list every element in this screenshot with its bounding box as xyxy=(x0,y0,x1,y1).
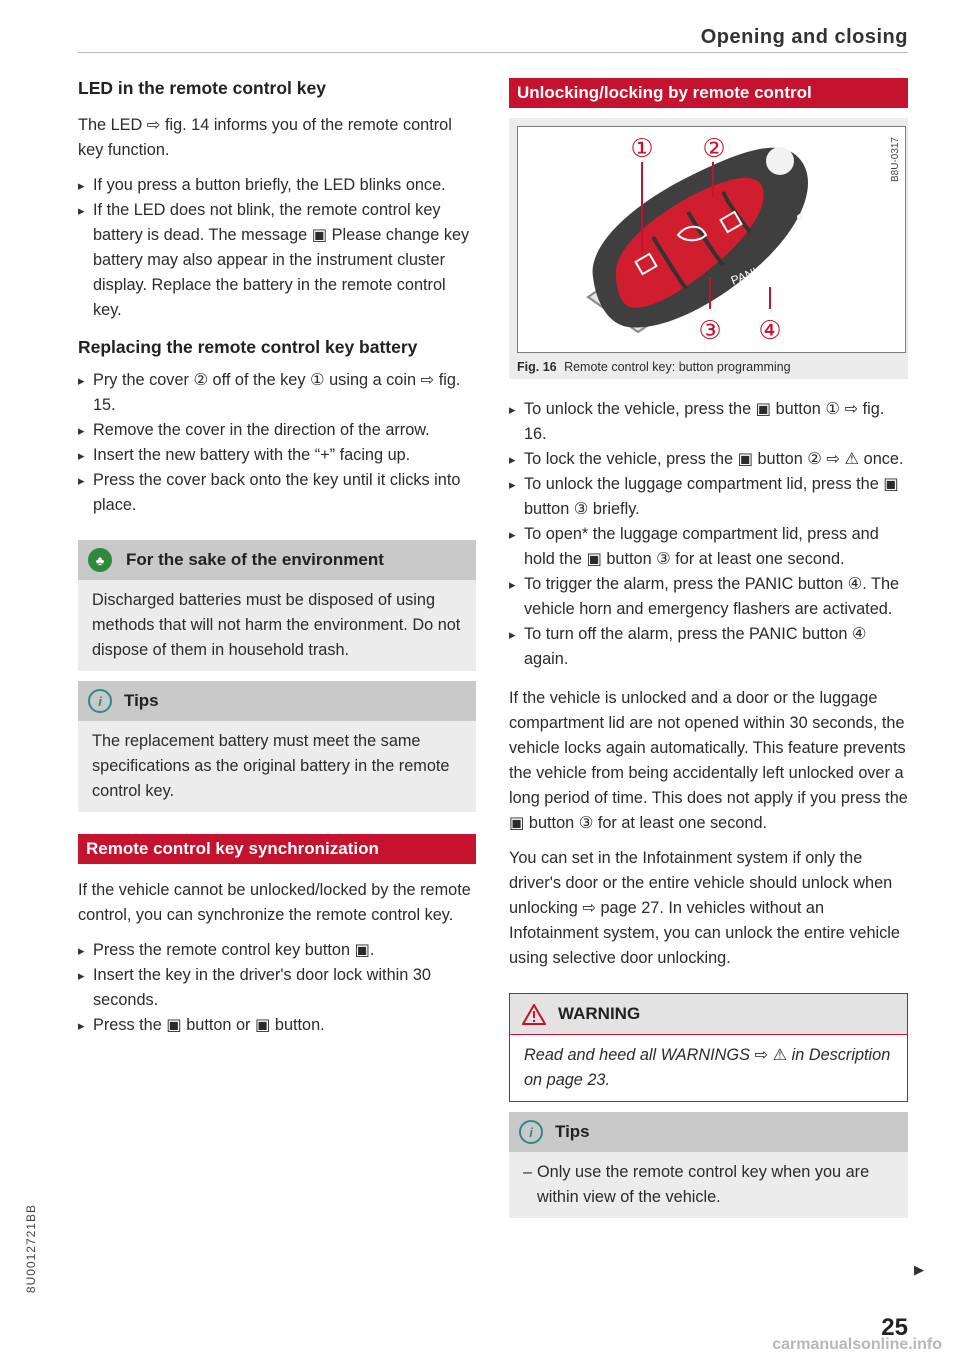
warning-body xyxy=(510,1035,907,1101)
environment-note-body xyxy=(78,580,476,671)
list-item: ▸ To unlock the vehicle, press the ▣ button ① ⇨ fig. 16. xyxy=(509,397,908,447)
warning-triangle-icon xyxy=(522,1004,546,1025)
callout-3: ③ xyxy=(698,316,722,346)
list-item: ▸ To open* the luggage compartment lid, press and hold the ▣ button ③ for at least one second. xyxy=(509,522,908,572)
auto-lock-paragraph: If the vehicle is unlocked and a door or the luggage compartment lid are not opened within 30 seconds, the vehicle locks again automatically. This feature prevents the vehicle from being accidentally left unlocked over a long period of time. This does not apply if you press the ▣ button ③ for at least one second. xyxy=(509,689,908,832)
header-rule xyxy=(78,52,908,53)
list-item: ▸ To trigger the alarm, press the PANIC button ④. The vehicle horn and emergency flashers are activated. xyxy=(509,572,908,622)
warning-header xyxy=(510,994,907,1035)
info-icon: i xyxy=(519,1120,543,1144)
panic-key-text: PANIC xyxy=(728,261,768,288)
tips-dash-item: – Only use the remote control key when you are within view of the vehicle. xyxy=(523,1163,870,1206)
list-item: ▸ If the LED does not blink, the remote control key battery is dead. The message ▣ Please change key battery may also appear in the instrument cluster display. Replace the battery in the remote control key. xyxy=(78,198,476,323)
list-item: ▸ Press the ▣ button or ▣ button. xyxy=(78,1013,476,1038)
figure-caption-label: Fig. 16 xyxy=(517,360,557,374)
figure-16 xyxy=(509,118,908,379)
replace-heading: Replacing the remote control key battery xyxy=(78,337,418,357)
tips-header xyxy=(509,1112,908,1152)
warning-text: Read and heed all WARNINGS ⇨ ⚠ in Description on page 23. xyxy=(524,1046,891,1089)
tips-item-text: Only use the remote control key when you are within view of the vehicle. xyxy=(537,1163,870,1206)
list-item: ▸ To unlock the luggage compartment lid, press the ▣ button ③ briefly. xyxy=(509,472,908,522)
tips-heading: Tips xyxy=(124,691,159,710)
tips-body xyxy=(509,1152,908,1218)
warning-box xyxy=(509,993,908,1102)
left-column xyxy=(78,72,476,1038)
tips-text: The replacement battery must meet the same specifications as the original battery in the remote control key. xyxy=(92,732,450,800)
sync-bullet-list xyxy=(78,938,476,1038)
environment-note xyxy=(78,540,476,671)
watermark: carmanualsonline.info xyxy=(772,1336,942,1353)
tips-note-left xyxy=(78,681,476,812)
led-intro: The LED ⇨ fig. 14 informs you of the remote control key function. xyxy=(78,116,452,159)
environment-note-header xyxy=(78,540,476,580)
sync-heading: Remote control key synchronization xyxy=(78,834,476,864)
environment-icon: ♣ xyxy=(88,548,112,572)
list-item: ▸ To lock the vehicle, press the ▣ button ② ⇨ ⚠ once. xyxy=(509,447,908,472)
page-header-title: Opening and closing xyxy=(700,26,908,48)
unlocking-heading: Unlocking/locking by remote control xyxy=(509,78,908,108)
figure-id: B8U-0317 xyxy=(890,137,901,183)
sync-intro: If the vehicle cannot be unlocked/locked by the remote control, you can synchronize the remote control key. xyxy=(78,881,471,924)
tips-note-right xyxy=(509,1112,908,1218)
list-item: ▸ Insert the new battery with the “+” facing up. xyxy=(78,443,476,468)
remote-key-illustration xyxy=(518,127,905,352)
infotainment-paragraph: You can set in the Infotainment system if only the driver's door or the entire vehicle should unlock when unlocking ⇨ page 27. In vehicles without an Infotainment system, you can unlock the entire vehicle using selective door unlocking. xyxy=(509,849,900,967)
info-icon: i xyxy=(88,689,112,713)
tips-body xyxy=(78,721,476,812)
list-item: ▸ Pry the cover ② off of the key ① using a coin ⇨ fig. 15. xyxy=(78,368,476,418)
led-heading: LED in the remote control key xyxy=(78,78,326,98)
document-code: 8U0012721BB xyxy=(24,1203,38,1293)
warning-heading: WARNING xyxy=(558,1004,641,1023)
figure-caption-text: Remote control key: button programming xyxy=(564,360,791,374)
callout-4: ④ xyxy=(758,316,782,346)
figure-caption xyxy=(517,359,900,375)
list-item: ▸ Remove the cover in the direction of the arrow. xyxy=(78,418,476,443)
tips-heading: Tips xyxy=(555,1122,590,1141)
continue-arrow-icon: ▶ xyxy=(914,1262,924,1277)
led-bullet-list xyxy=(78,173,476,323)
environment-heading: For the sake of the environment xyxy=(126,550,384,569)
right-column xyxy=(509,72,908,1218)
figure-frame xyxy=(517,126,906,353)
callout-2: ② xyxy=(702,134,726,164)
list-item: ▸ If you press a button briefly, the LED blinks once. xyxy=(78,173,476,198)
tips-header xyxy=(78,681,476,721)
list-item: ▸ Insert the key in the driver's door lock within 30 seconds. xyxy=(78,963,476,1013)
list-item: ▸ To turn off the alarm, press the PANIC button ④ again. xyxy=(509,622,908,672)
page-number: 25 xyxy=(881,1314,908,1341)
list-item: ▸ Press the cover back onto the key until it clicks into place. xyxy=(78,468,476,518)
list-item: ▸ Press the remote control key button ▣. xyxy=(78,938,476,963)
callout-1: ① xyxy=(630,134,654,164)
remote-bullet-list xyxy=(509,397,908,672)
replace-bullet-list xyxy=(78,368,476,518)
environment-text: Discharged batteries must be disposed of using methods that will not harm the environment. Do not dispose of them in household trash. xyxy=(92,591,461,659)
